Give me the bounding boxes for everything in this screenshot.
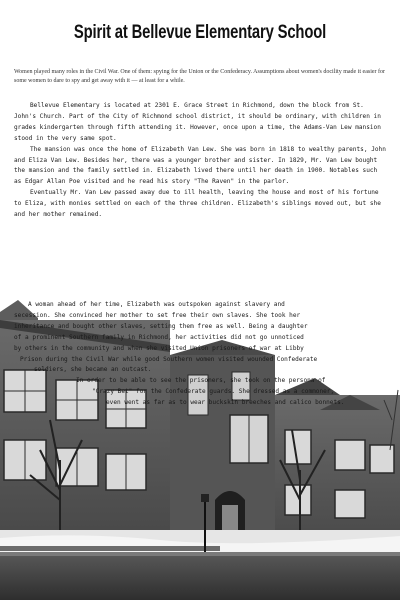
text-line: by others in the community and when she visited Union prisoners of war at Libby [14, 344, 304, 352]
text-line: In order to be able to see the prisoners, she took on the persona of [76, 377, 326, 385]
text-line: of a prominent Southern family in Richmond, her activities did not go unnoticed [14, 333, 304, 341]
intro-caption: Women played many roles in the Civil War. One of them: spying for the Union or the Confederacy. Assumptions about women's docility made it easier for some women to dare to spy and get away with it — at least for a while. [14, 69, 386, 84]
article-body [14, 101, 386, 221]
text-line: secession. She convinced her mother to set free their own slaves. She took her [14, 311, 301, 319]
wrapped-text [14, 300, 386, 409]
text-line: soldiers, she became an outcast. [34, 366, 152, 374]
paragraph-2: The mansion was once the home of Elizabeth Van Lew. She was born in 1818 to wealthy parents, John and Eliza Van Lew. Besides her, there was a younger brother and sister. In 1829, Mr. Van Lew bought the mansion and the family settled in. Elizabeth lived there until her death in 1900. Notables such as Edgar Allan Poe visited and he read his story "The Raven" in the parlor. [14, 145, 386, 186]
text-line: Prison during the Civil War while good Southern women visited wounded Confederate [20, 355, 318, 363]
page-title: Spirit at Bellevue Elementary School [73, 22, 327, 43]
text-line: even went as far as to wear buckskin breeches and calico bonnets. [106, 399, 345, 407]
paragraph-3: Eventually Mr. Van Lew passed away due to ill health, leaving the house and most of his fortune to Eliza, with monies settled on each of the three children. Elizabeth's siblings moved out, but she and her mother remained. [14, 189, 381, 219]
text-line: A woman ahead of her time, Elizabeth was outspoken against slavery and [28, 301, 285, 308]
text-line: inheritance and bought other slaves, setting them free as well. Being a daughter [14, 322, 308, 330]
paragraph-1: Bellevue Elementary is located at 2301 E. Grace Street in Richmond, down the block from St. John's Church. Part of the City of Richmond school district, it should be ordinary, with children in grades kindergarten through fifth attending it. However, once upon a time, the Adams-Van Lew mansion stood in the very same spot. [14, 102, 381, 142]
text-line: "Crazy Bet" for the Confederate guards. She dressed as a commoner, [92, 388, 335, 396]
